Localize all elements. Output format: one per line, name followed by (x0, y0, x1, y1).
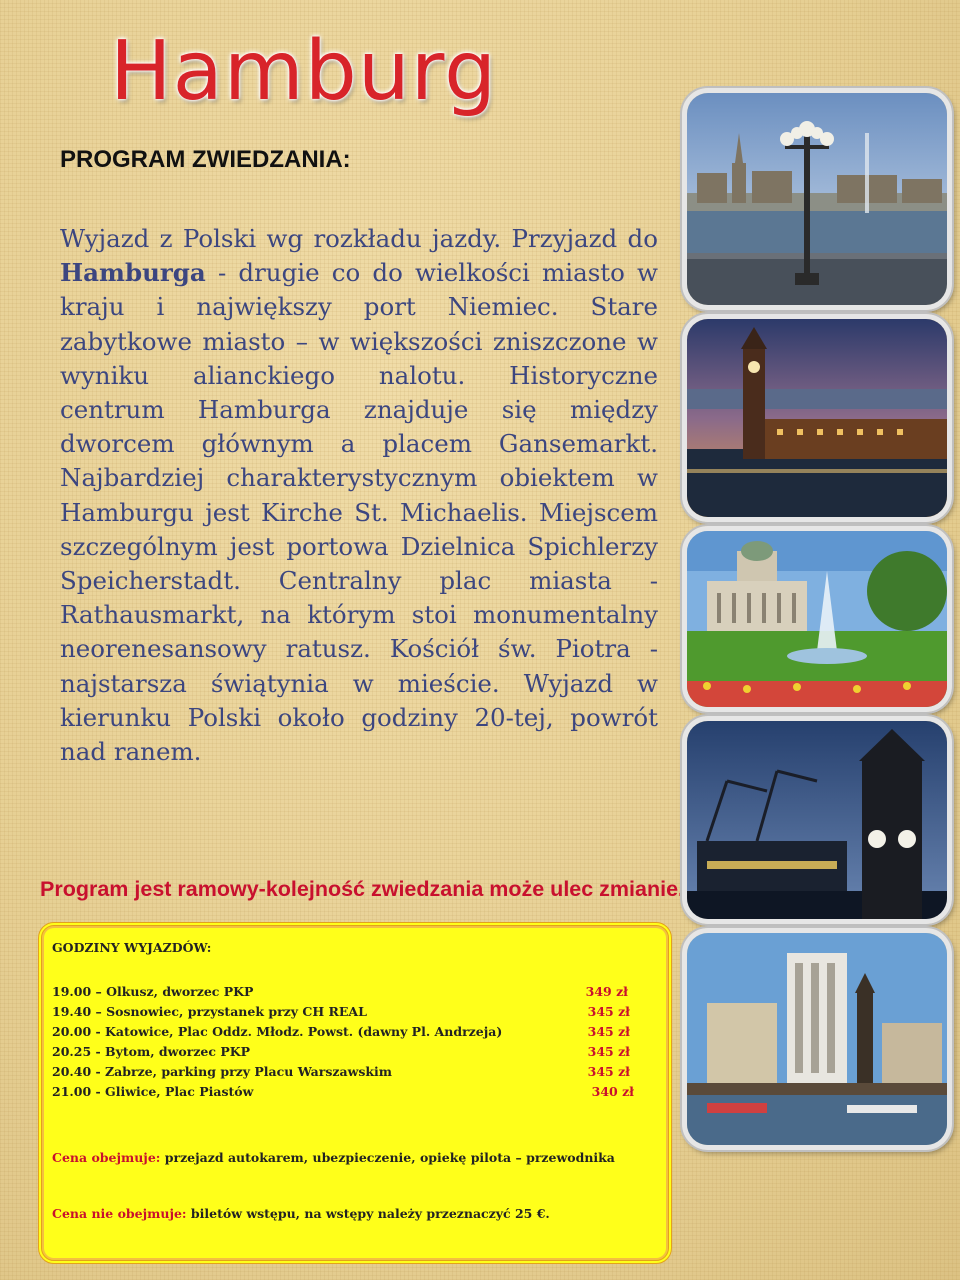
departure-row (52, 1004, 652, 1022)
departure-label: 20.00 - Katowice, Plac Oddz. Młodz. Powst. (dawny Pl. Andrzeja) (52, 1024, 503, 1039)
departure-label: 19.40 – Sosnowiec, przystanek przy CH REAL (52, 1004, 367, 1019)
departures-heading: GODZINY WYJAZDÓW: (52, 940, 212, 955)
description-part-1: Wyjazd z Polski wg rozkładu jazdy. Przyjazd do (60, 224, 658, 253)
price-includes-label: Cena obejmuje: (52, 1150, 161, 1165)
price-includes (52, 1150, 615, 1165)
price-includes-text: przejazd autokarem, ubezpieczenie, opiekę pilota – przewodnika (160, 1150, 615, 1165)
departures-box (38, 922, 672, 1264)
photo-park-fountain (682, 526, 952, 712)
photo-alster-lake (682, 88, 952, 310)
departure-price: 340 zł (591, 1084, 634, 1099)
photo-landungsbruecken-dusk (682, 314, 952, 522)
description-part-2: - drugie co do wielkości miasto w kraju i największy port Niemiec. Stare zabytkowe miasto – w większości zniszczone w wyniku alianckiego nalotu. Historyczne centrum Hamburga znajduje się między dworcem głównym a placem Gansemarkt. Najbardziej charakterystycznym obiektem w Hamburgu jest Kirche St. Michaelis. Miejscem szczególnym jest portowa Dzielnica Spichlerzy Speicherstadt. Centralny plac miasta - Rathausmarkt, na którym stoi monumentalny neorenesansowy ratusz. Kościół św. Piotra - najstarsza świątynia w mieście. Wyjazd w kierunku Polski około godziny 20-tej, powrót nad ranem. (60, 258, 658, 767)
photo-waterfront (682, 928, 952, 1150)
program-heading: PROGRAM ZWIEDZANIA: (60, 146, 351, 173)
departure-label: 20.25 - Bytom, dworzec PKP (52, 1044, 251, 1059)
departure-price: 345 zł (587, 1064, 630, 1079)
departure-label: 19.00 – Olkusz, dworzec PKP (52, 984, 254, 999)
departure-row (52, 1084, 652, 1102)
page-title: Hamburg (110, 24, 498, 119)
departure-row (52, 1044, 652, 1062)
price-excludes-label: Cena nie obejmuje: (52, 1206, 187, 1221)
program-description (60, 222, 658, 769)
departure-price: 345 zł (587, 1004, 630, 1019)
price-excludes (52, 1206, 550, 1221)
price-excludes-text: biletów wstępu, na wstępy należy przeznaczyć 25 €. (186, 1206, 550, 1221)
departure-label: 20.40 - Zabrze, parking przy Placu Warszawskim (52, 1064, 392, 1079)
departure-row (52, 1064, 652, 1082)
departure-row (52, 1024, 652, 1042)
departure-row (52, 984, 652, 1002)
departure-price: 349 zł (585, 984, 628, 999)
photo-harbour-night (682, 716, 952, 924)
description-bold-city: Hamburga (60, 258, 206, 288)
departure-price: 345 zł (587, 1024, 630, 1039)
program-notice: Program jest ramowy-kolejność zwiedzania może ulec zmianie. (40, 877, 685, 901)
departure-price: 345 zł (587, 1044, 630, 1059)
departure-label: 21.00 - Gliwice, Plac Piastów (52, 1084, 254, 1099)
